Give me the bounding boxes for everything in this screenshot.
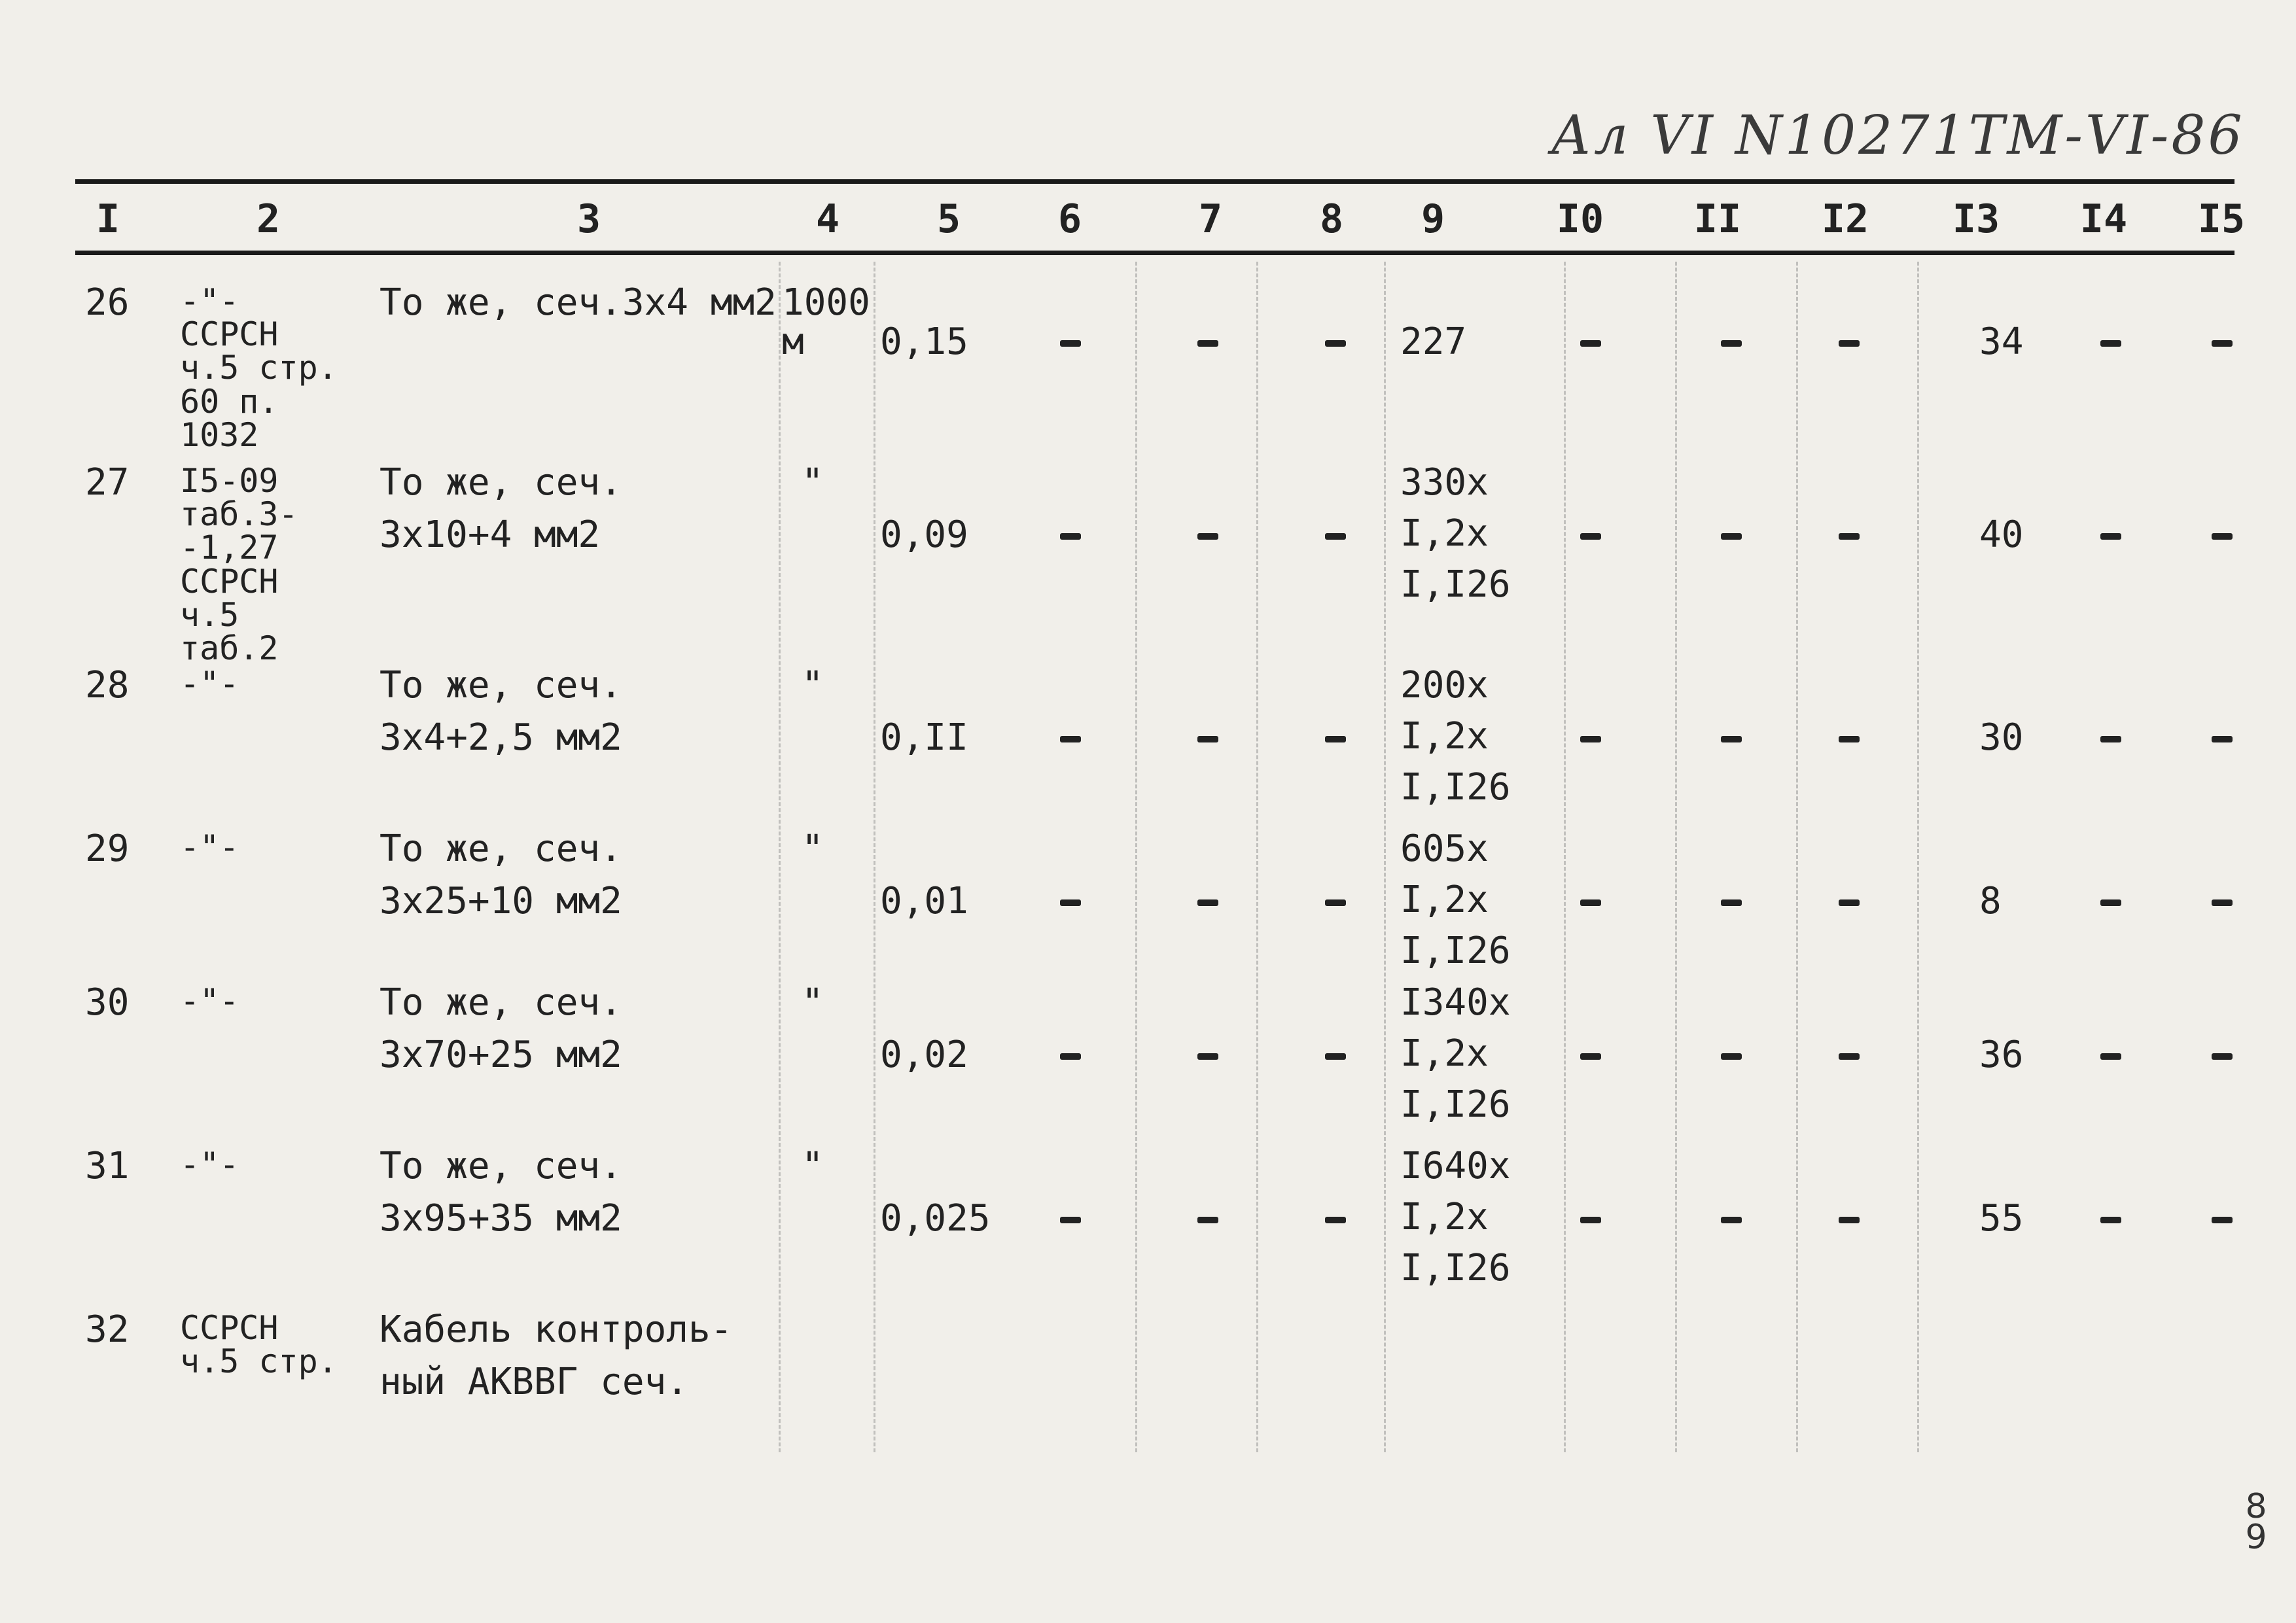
row-total: 55 [1979,1197,2024,1240]
row-formula: I,I26 [1400,1247,1511,1289]
row-description: То же, сеч. [380,664,622,707]
empty-cell-dash [2212,1053,2233,1060]
column-header-9: 9 [1421,196,1445,242]
row-reference: ССРСН [180,562,279,601]
column-header-1: I [96,196,120,242]
row-description: 3х4+2,5 мм2 [380,716,622,759]
empty-cell-dash [1060,899,1081,906]
column-header-14: I4 [2079,196,2128,242]
empty-cell-dash [1721,736,1742,742]
row-formula: 605х [1400,828,1489,870]
row-reference: -"- [180,282,239,320]
row-description: 3х10+4 мм2 [380,514,601,556]
column-header-13: I3 [1952,196,2000,242]
row-reference: ССРСН [180,1309,279,1347]
row-reference: таб.2 [180,629,279,667]
empty-cell-dash [1721,1053,1742,1060]
column-separator [1384,262,1386,1452]
row-total: 40 [1979,514,2024,556]
column-separator [1675,262,1677,1452]
row-description: То же, сеч. [380,1145,622,1187]
empty-cell-dash [1197,1217,1218,1223]
empty-cell-dash [1060,533,1081,540]
column-header-15: I5 [2197,196,2246,242]
empty-cell-dash [1060,1053,1081,1060]
row-unit: " [802,461,824,504]
row-reference: ч.5 стр. [180,349,338,387]
row-number: 29 [85,828,130,870]
row-number: 30 [85,981,130,1024]
column-header-2: 2 [256,196,281,242]
row-formula: I640х [1400,1145,1511,1187]
empty-cell-dash [1325,340,1346,347]
row-number: 27 [85,461,130,504]
row-formula: I,I26 [1400,766,1511,809]
row-formula: I,2х [1400,1196,1489,1238]
column-header-4: 4 [815,196,840,242]
row-formula: I340х [1400,981,1511,1024]
empty-cell-dash [1721,533,1742,540]
empty-cell-dash [1197,1053,1218,1060]
row-formula: 200х [1400,664,1489,707]
document-code-stamp: Ал VI N10271ТМ-VI-86 [1551,105,2245,167]
empty-cell-dash [1839,899,1860,906]
column-separator [1796,262,1798,1452]
column-header-7: 7 [1198,196,1223,242]
empty-cell-dash [1839,736,1860,742]
row-formula: I,I26 [1400,1083,1511,1126]
column-separator [1256,262,1258,1452]
empty-cell-dash [2100,1053,2121,1060]
empty-cell-dash [1325,899,1346,906]
row-description: То же, сеч. [380,981,622,1024]
row-unit: м [782,321,804,363]
empty-cell-dash [1580,1217,1601,1223]
column-separator [1564,262,1566,1452]
empty-cell-dash [2100,1217,2121,1223]
column-header-8: 8 [1319,196,1344,242]
empty-cell-dash [1325,533,1346,540]
table-top-rule [75,179,2234,184]
row-number: 26 [85,281,130,324]
row-formula: 330х [1400,461,1489,504]
row-reference: -"- [180,665,239,703]
empty-cell-dash [2212,736,2233,742]
empty-cell-dash [1721,1217,1742,1223]
empty-cell-dash [1839,340,1860,347]
row-formula: I,2х [1400,715,1489,758]
row-unit: " [802,664,824,707]
row-reference: 1032 [180,415,259,454]
row-quantity: 0,15 [880,321,968,363]
empty-cell-dash [1580,533,1601,540]
row-formula: I,I26 [1400,563,1511,606]
row-unit: 1000 [782,281,870,324]
column-separator [874,262,875,1452]
row-total: 8 [1979,880,2002,922]
empty-cell-dash [1325,736,1346,742]
table-header-rule [75,251,2234,255]
row-reference: -1,27 [180,529,279,567]
row-reference: ч.5 стр. [180,1342,338,1381]
row-description: 3х70+25 мм2 [380,1034,622,1076]
row-description: То же, сеч. [380,461,622,504]
row-description: То же, сеч.3х4 мм2 [380,281,777,324]
empty-cell-dash [1060,736,1081,742]
empty-cell-dash [1197,533,1218,540]
empty-cell-dash [1197,736,1218,742]
empty-cell-dash [1580,899,1601,906]
empty-cell-dash [1721,899,1742,906]
column-header-11: II [1693,196,1742,242]
column-header-5: 5 [936,196,961,242]
empty-cell-dash [2100,340,2121,347]
empty-cell-dash [2100,736,2121,742]
empty-cell-dash [1580,1053,1601,1060]
row-reference: ССРСН [180,315,279,354]
empty-cell-dash [2100,533,2121,540]
row-quantity: 0,01 [880,880,968,922]
row-description: То же, сеч. [380,828,622,870]
column-header-12: I2 [1821,196,1869,242]
row-formula: I,2х [1400,512,1489,555]
row-unit: " [802,981,824,1024]
row-total: 30 [1979,716,2024,759]
empty-cell-dash [1580,340,1601,347]
row-reference: -"- [180,828,239,866]
empty-cell-dash [1721,340,1742,347]
empty-cell-dash [1060,1217,1081,1223]
row-quantity: 0,II [880,716,968,759]
row-reference: -"- [180,1145,239,1183]
empty-cell-dash [1060,340,1081,347]
row-formula: I,2х [1400,879,1489,921]
empty-cell-dash [1839,1053,1860,1060]
empty-cell-dash [2212,340,2233,347]
row-quantity: 0,025 [880,1197,991,1240]
column-header-10: I0 [1556,196,1604,242]
empty-cell-dash [2212,1217,2233,1223]
row-number: 31 [85,1145,130,1187]
row-reference: I5-09 [180,462,279,500]
column-separator [779,262,781,1452]
row-quantity: 0,09 [880,514,968,556]
page-number: 8 9 [2245,1487,2267,1557]
empty-cell-dash [1197,340,1218,347]
row-quantity: 0,02 [880,1034,968,1076]
empty-cell-dash [2100,899,2121,906]
empty-cell-dash [2212,533,2233,540]
row-description: 3х95+35 мм2 [380,1197,622,1240]
empty-cell-dash [1839,1217,1860,1223]
row-unit: " [802,828,824,870]
row-formula: 227 [1400,321,1467,363]
empty-cell-dash [2212,899,2233,906]
row-unit: " [802,1145,824,1187]
column-header-3: 3 [576,196,601,242]
row-formula: I,2х [1400,1032,1489,1075]
row-description: 3х25+10 мм2 [380,880,622,922]
empty-cell-dash [1580,736,1601,742]
empty-cell-dash [1325,1053,1346,1060]
row-description: ный АКВВГ сеч. [380,1361,689,1403]
row-total: 34 [1979,321,2024,363]
row-total: 36 [1979,1034,2024,1076]
row-reference: -"- [180,982,239,1020]
empty-cell-dash [1839,533,1860,540]
empty-cell-dash [1197,899,1218,906]
row-number: 28 [85,664,130,707]
row-number: 32 [85,1308,130,1351]
row-reference: ч.5 [180,595,239,634]
row-formula: I,I26 [1400,930,1511,972]
row-reference: 60 п. [180,382,279,421]
column-separator [1135,262,1137,1452]
empty-cell-dash [1325,1217,1346,1223]
column-separator [1917,262,1919,1452]
row-reference: таб.3- [180,495,298,534]
row-description: Кабель контроль- [380,1308,733,1351]
column-header-6: 6 [1057,196,1082,242]
